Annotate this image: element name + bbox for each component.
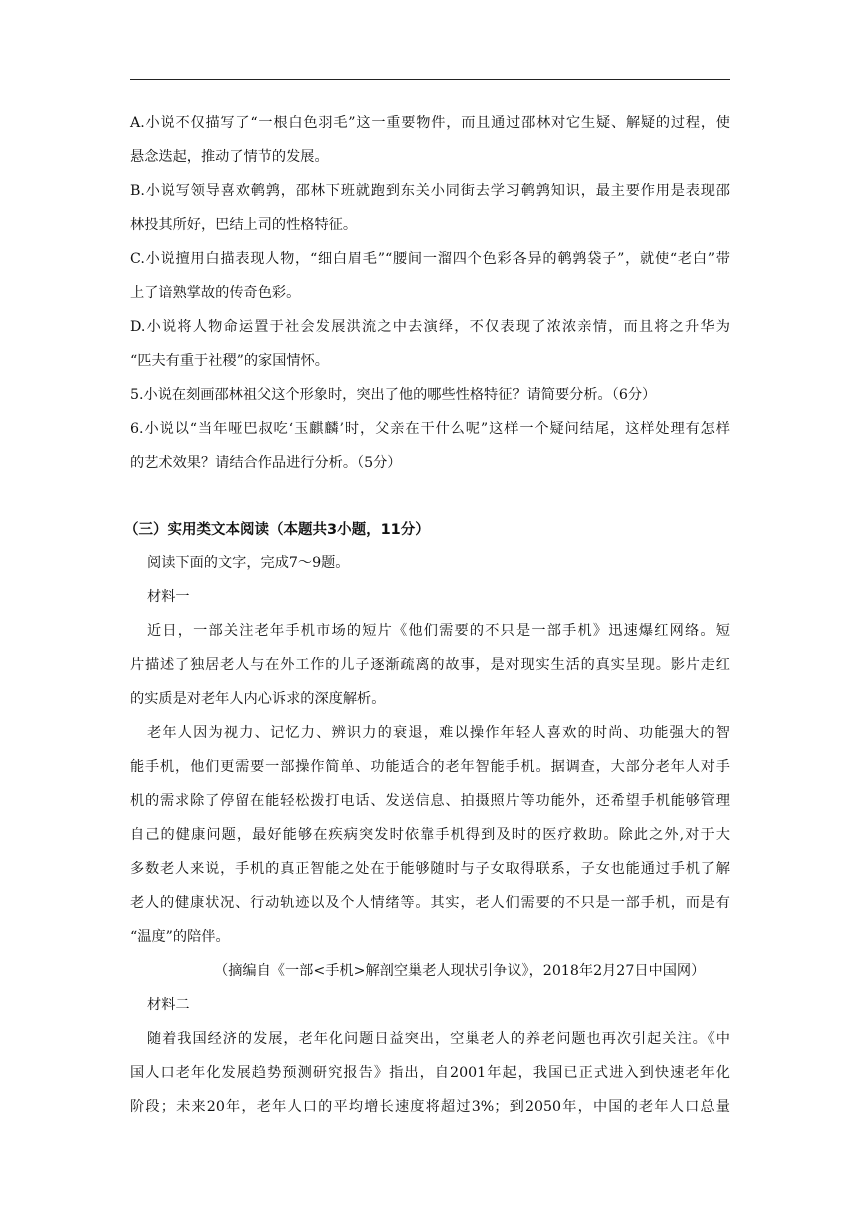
material-1-p2-line-4: 自己的健康问题，最好能够在疾病突发时依靠手机得到及时的医疗救助。除此之外,对于大 — [130, 827, 730, 843]
material-1-p2-line-3: 机的需求除了停留在能轻松拨打电话、发送信息、拍摄照片等功能外，还希望手机能够管理 — [130, 793, 730, 809]
material-1-p2-line-7: “温度”的陪伴。 — [130, 929, 230, 945]
material-2-label: 材料二 — [147, 997, 190, 1013]
material-1-p1-line-1: 近日，一部关注老年手机市场的短片《他们需要的不只是一部手机》迅速爆红网络。短 — [147, 623, 730, 639]
material-1-p2-line-6: 老人的健康状况、行动轨迹以及个人情绪等。其实，老人们需要的不只是一部手机，而是有 — [130, 895, 730, 911]
material-1-source: （摘编自《一部<手机>解剖空巢老人现状引争议》，2018年2月27日中国网） — [214, 963, 706, 979]
material-1-p2-line-5: 多数老人来说，手机的真正智能之处在于能够随时与子女取得联系，子女也能通过手机了解 — [130, 861, 730, 877]
material-1-p1-line-2: 片描述了独居老人与在外工作的儿子逐渐疏离的故事，是对现实生活的真实呈现。影片走红 — [130, 657, 730, 673]
option-b-line-1: B.小说写领导喜欢鹌鹑，邵林下班就跑到东关小同街去学习鹌鹑知识，最主要作用是表现邵 — [130, 183, 730, 199]
question-6-line-1: 6.小说以“当年哑巴叔吃‘玉麒麟’时，父亲在干什么呢”这样一个疑问结尾，这样处理有怎样 — [130, 421, 730, 437]
header-rule — [130, 79, 730, 80]
question-6-line-2: 的艺术效果？请结合作品进行分析。（5分） — [130, 455, 402, 471]
material-2-p1-line-3: 阶段；未来20年，老年人口的平均增长速度将超过3%；到2050年，中国的老年人口总量 — [130, 1099, 730, 1115]
option-b-line-2: 林投其所好，巴结上司的性格特征。 — [130, 217, 358, 233]
section-instruction: 阅读下面的文字，完成7～9题。 — [147, 555, 350, 571]
material-2-p1-line-2: 国人口老年化发展趋势预测研究报告》指出，自2001年起，我国已正式进入到快速老年化 — [130, 1065, 730, 1081]
section-heading: （三）实用类文本阅读（本题共3小题，11分） — [124, 522, 430, 538]
material-1-p1-line-3: 的实质是对老年人内心诉求的深度解析。 — [130, 691, 386, 707]
option-d-line-1: D.小说将人物命运置于社会发展洪流之中去演绎，不仅表现了浓浓亲情，而且将之升华为 — [130, 319, 730, 335]
question-5: 5.小说在刻画邵林祖父这个形象时，突出了他的哪些性格特征？请简要分析。（6分） — [130, 387, 657, 403]
material-1-label: 材料一 — [147, 589, 190, 605]
option-a-line-1: A.小说不仅描写了“一根白色羽毛”这一重要物件，而且通过邵林对它生疑、解疑的过程，使 — [130, 115, 730, 131]
option-d-line-2: “匹夫有重于社稷”的家国情怀。 — [130, 353, 329, 369]
material-1-p2-line-2: 能手机，他们更需要一部操作简单、功能适合的老年智能手机。据调查，大部分老年人对手 — [130, 759, 730, 775]
option-a-line-2: 悬念迭起，推动了情节的发展。 — [130, 149, 329, 165]
option-c-line-2: 上了谙熟掌故的传奇色彩。 — [130, 285, 301, 301]
material-2-p1-line-1: 随着我国经济的发展，老年化问题日益突出，空巢老人的养老问题也再次引起关注。《中 — [147, 1031, 730, 1047]
option-c-line-1: C.小说擅用白描表现人物，“细白眉毛”“腰间一溜四个色彩各异的鹌鹑袋子”，就使“老白”带 — [130, 251, 730, 267]
material-1-p2-line-1: 老年人因为视力、记忆力、辨识力的衰退，难以操作年轻人喜欢的时尚、功能强大的智 — [147, 725, 730, 741]
